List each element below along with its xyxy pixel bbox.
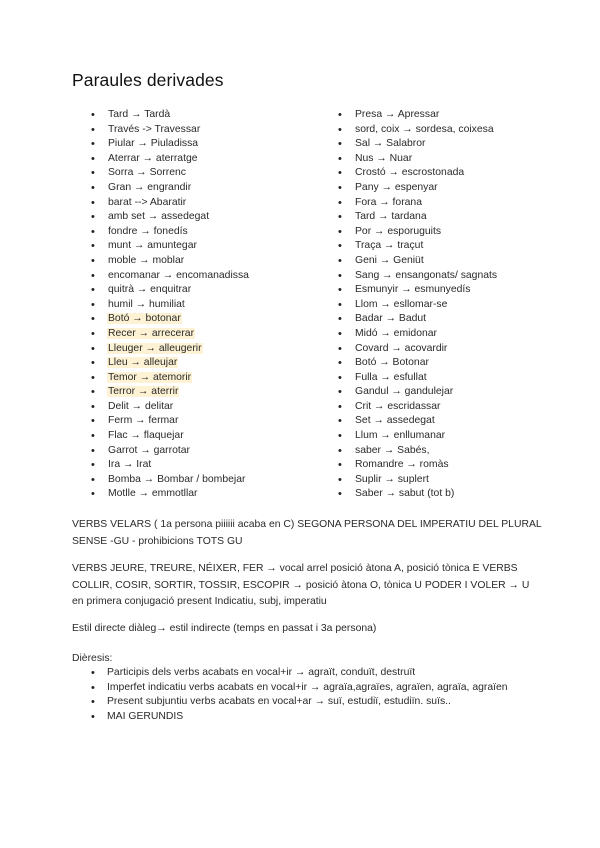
list-item [338, 473, 498, 488]
word-pair-text: Nus → Nuar [355, 152, 413, 164]
verbs-velars-note: VERBS VELARS ( 1a persona piiiiii acaba en C) SEGONA PERSONA DEL IMPERATIU DEL PLURAL SENSE -GU - prohibicions TOTS GU [72, 519, 542, 547]
dieresis-item: • Participis dels verbs acabats en vocal+ir → agraït, conduït, destruït [91, 666, 521, 681]
verbs-vowel-note: VERBS JEURE, TREURE, NÉIXER, FER → vocal arrel posició àtona A, posició tònica E VERBS COLLIR, COSIR, SORTIR, TOSSIR, ESCOPIR → posició àtona O, tònica U PODER I VOLER → U en primera conjugació present Indicatiu, subj, imperatiu [72, 563, 530, 607]
list-item [91, 210, 250, 225]
list-item [91, 108, 250, 123]
word-pair-text: Llom → esllomar-se [355, 298, 448, 310]
list-item [338, 123, 498, 138]
list-item [91, 123, 250, 138]
dieresis-list [91, 666, 521, 724]
list-item [338, 298, 498, 313]
list-item [338, 429, 498, 444]
word-pair-text: quitrà → enquitrar [108, 284, 192, 296]
word-pair-text: Lleuger → alleugerir [108, 342, 202, 354]
word-pair-text: Botó → botonar [108, 313, 181, 325]
list-item [91, 137, 250, 152]
word-pair-text: Esmunyir → esmunyedís [355, 284, 471, 296]
word-pair-text: Pany → espenyar [355, 181, 438, 193]
word-pair-text: humil → humiliat [108, 298, 185, 310]
word-pair-text: munt → amuntegar [108, 240, 197, 252]
list-item [91, 356, 250, 371]
list-item [91, 312, 250, 327]
list-item [338, 400, 498, 415]
word-pair-text: Flac → flaquejar [108, 430, 184, 442]
word-pair-text: Recer → arrecerar [108, 327, 195, 339]
list-item [338, 196, 498, 211]
list-item [91, 181, 250, 196]
word-pair-text: Fora → forana [355, 196, 422, 208]
word-pair-text: Gandul → gandulejar [355, 386, 454, 398]
list-item [91, 283, 250, 298]
list-item [91, 269, 250, 284]
word-pair-text: Covard → acovardir [355, 342, 448, 354]
word-pair-text: sord, coix → sordesa, coixesa [355, 123, 494, 135]
word-pair-text: Crit → escridassar [355, 400, 441, 412]
dieresis-item: • Imperfet indicatiu verbs acabats en vocal+ir → agraïa,agraïes, agraïen, agraïa, agraïen [91, 681, 521, 696]
dieresis-item: • MAI GERUNDIS [91, 710, 521, 725]
list-item [338, 283, 498, 298]
word-pair-text: Llum → enllumanar [355, 430, 446, 442]
word-pair-text: Traça → traçut [355, 240, 424, 252]
list-item [338, 152, 498, 167]
estil-directe-note: Estil directe diàleg→ estil indirecte (temps en passat i 3a persona) [72, 623, 377, 634]
list-item [338, 137, 498, 152]
list-item [91, 414, 250, 429]
list-item [338, 414, 498, 429]
word-pair-text: Aterrar → aterratge [108, 152, 198, 164]
list-item [338, 356, 498, 371]
word-pair-text: Romandre → romàs [355, 459, 449, 471]
word-pair-text: Terror → aterrir [108, 386, 179, 398]
word-pair-text: Crostó → escrostonada [355, 167, 465, 179]
word-pair-text: Temor → atemorir [108, 371, 192, 383]
list-item [338, 458, 498, 473]
list-item [91, 458, 250, 473]
word-pair-text: Presa → Apressar [355, 109, 440, 120]
list-item [338, 239, 498, 254]
page-title: Paraules derivades [72, 70, 224, 90]
word-pair-text: encomanar → encomanadissa [108, 269, 249, 281]
list-item [338, 342, 498, 357]
word-pair-text: Geni → Geniüt [355, 254, 424, 266]
list-item [91, 371, 250, 386]
right-word-list [338, 108, 498, 502]
list-item [91, 239, 250, 254]
list-item [91, 152, 250, 167]
word-pair-text: Tard → tardana [355, 211, 427, 223]
list-item [338, 371, 498, 386]
list-item [91, 254, 250, 269]
list-item [338, 225, 498, 240]
list-item [338, 312, 498, 327]
list-item [338, 166, 498, 181]
list-item [338, 181, 498, 196]
word-pair-text: Por → esporuguits [355, 225, 442, 237]
word-pair-text: Badar → Badut [355, 313, 427, 325]
list-item [91, 385, 250, 400]
list-item [91, 327, 250, 342]
word-pair-text: amb set → assedegat [108, 211, 210, 223]
list-item [91, 298, 250, 313]
word-pair-text: Botó → Botonar [355, 357, 429, 369]
list-item [338, 108, 498, 123]
word-pair-text: Gran → engrandir [108, 181, 192, 193]
list-item [338, 254, 498, 269]
word-pair-text: Sal → Salabror [355, 138, 426, 150]
list-item [91, 487, 250, 502]
word-pair-text: saber → Sabés, [355, 444, 430, 456]
list-item [91, 166, 250, 181]
word-pair-text: Través -> Travessar [108, 123, 201, 135]
word-pair-text: Motlle → emmotllar [108, 488, 198, 500]
word-pair-text: Sang → ensangonats/ sagnats [355, 269, 498, 281]
word-pair-text: barat --> Abaratir [108, 196, 187, 208]
list-item [91, 225, 250, 240]
word-pair-text: Bomba → Bombar / bombejar [108, 473, 246, 485]
word-pair-text: Midó → emidonar [355, 327, 438, 339]
word-pair-text: Set → assedegat [355, 415, 435, 427]
list-item [338, 327, 498, 342]
word-pair-text: Ira → Irat [108, 459, 152, 471]
list-item [338, 269, 498, 284]
word-pair-text: Sorra → Sorrenc [108, 167, 186, 179]
list-item [91, 429, 250, 444]
dieresis-heading: Dièresis: [72, 653, 113, 664]
word-pair-text: moble → moblar [108, 254, 185, 266]
word-pair-text: Fulla → esfullat [355, 371, 427, 383]
dieresis-item: • Present subjuntiu verbs acabats en vocal+ar → suï, estudiï, estudiïn. suïs.. [91, 695, 521, 710]
left-word-list [91, 108, 250, 502]
word-pair-text: Suplir → suplert [355, 473, 429, 485]
list-item [91, 444, 250, 459]
list-item [338, 385, 498, 400]
word-pair-text: Ferm → fermar [108, 415, 179, 427]
list-item [91, 196, 250, 211]
list-item [338, 487, 498, 502]
list-item [91, 400, 250, 415]
list-item [338, 444, 498, 459]
word-pair-text: fondre → fonedís [108, 225, 188, 237]
word-pair-text: Tard → Tardà [108, 109, 171, 120]
word-pair-text: Saber → sabut (tot b) [355, 488, 455, 500]
word-pair-text: Piular → Piuladissa [108, 138, 199, 150]
word-pair-text: Lleu → alleujar [108, 357, 178, 369]
list-item [91, 473, 250, 488]
list-item [338, 210, 498, 225]
list-item [91, 342, 250, 357]
word-pair-text: Garrot → garrotar [108, 444, 190, 456]
word-pair-text: Delit → delitar [108, 400, 174, 412]
